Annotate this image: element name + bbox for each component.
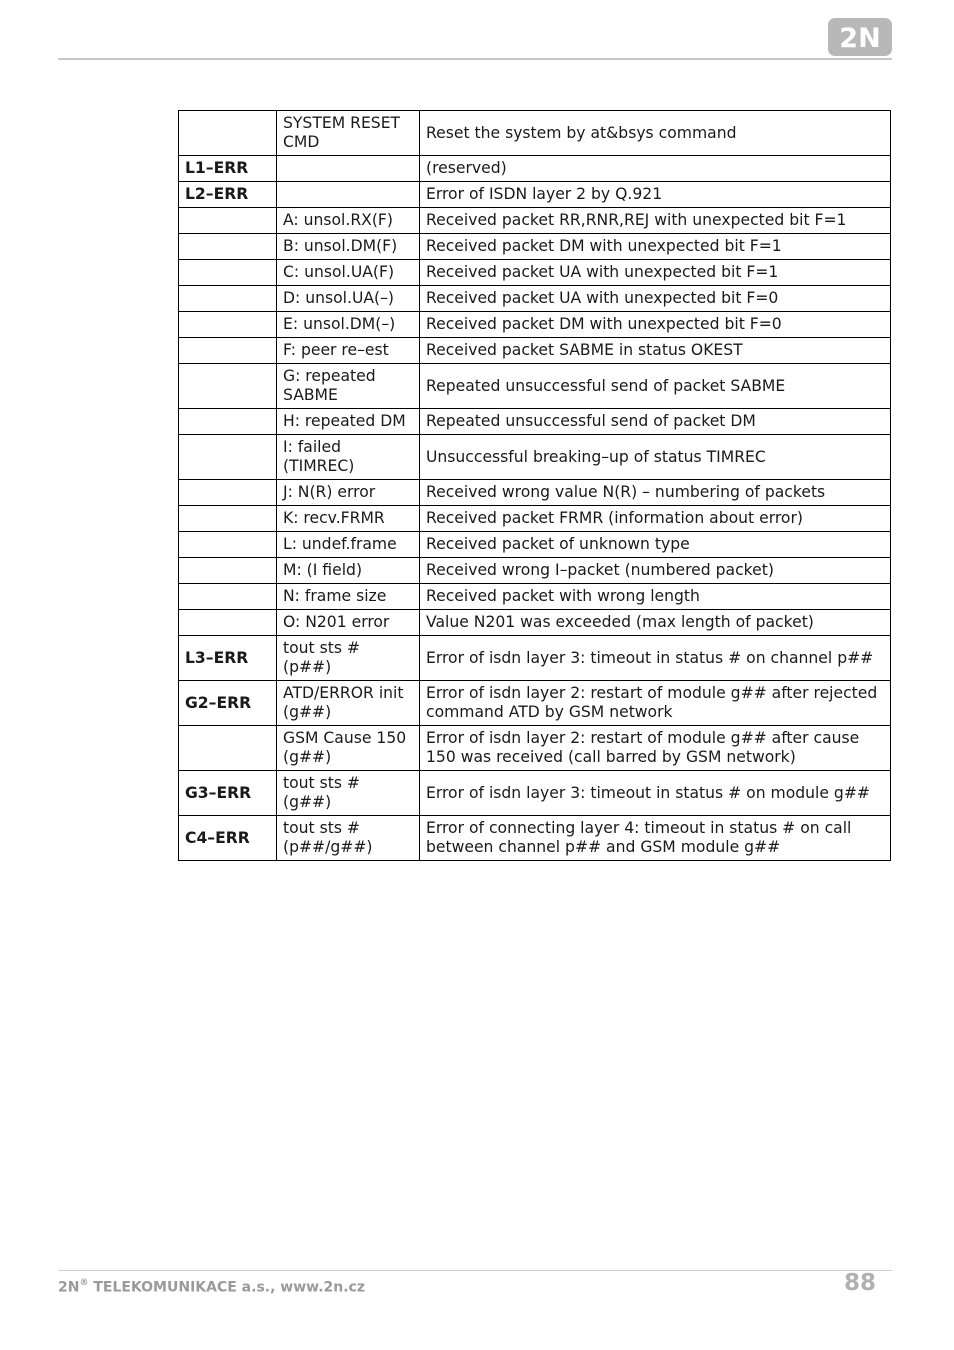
description-cell: Error of isdn layer 2: restart of module g## after rejected command ATD by GSM network — [420, 681, 891, 726]
description-cell: Received wrong value N(R) – numbering of packets — [420, 480, 891, 506]
description-cell: Received packet DM with unexpected bit F=0 — [420, 312, 891, 338]
error-code-cell — [179, 409, 277, 435]
error-table-body — [179, 111, 891, 861]
error-code-cell — [179, 364, 277, 409]
footer-brand: 2N — [58, 1279, 80, 1296]
parameter-cell: H: repeated DM — [277, 409, 420, 435]
parameter-cell: I: failed (TIMREC) — [277, 435, 420, 480]
header-rule — [58, 58, 892, 60]
table-row — [179, 816, 891, 861]
error-code-cell — [179, 584, 277, 610]
description-cell: Received wrong I–packet (numbered packet) — [420, 558, 891, 584]
table-row — [179, 312, 891, 338]
error-code-cell — [179, 286, 277, 312]
table-row — [179, 409, 891, 435]
table-row — [179, 208, 891, 234]
error-code-cell — [179, 506, 277, 532]
table-row — [179, 532, 891, 558]
description-cell: Error of isdn layer 3: timeout in status # on module g## — [420, 771, 891, 816]
description-cell: Repeated unsuccessful send of packet DM — [420, 409, 891, 435]
parameter-cell: ATD/ERROR init (g##) — [277, 681, 420, 726]
description-cell: Error of isdn layer 3: timeout in status # on channel p## — [420, 636, 891, 681]
parameter-cell: B: unsol.DM(F) — [277, 234, 420, 260]
description-cell: Received packet SABME in status OKEST — [420, 338, 891, 364]
table-row — [179, 771, 891, 816]
error-code-cell: G3–ERR — [179, 771, 277, 816]
error-code-table — [178, 110, 891, 861]
parameter-cell: G: repeated SABME — [277, 364, 420, 409]
parameter-cell: SYSTEM RESET CMD — [277, 111, 420, 156]
table-row — [179, 506, 891, 532]
footer-rule — [58, 1270, 892, 1271]
parameter-cell: K: recv.FRMR — [277, 506, 420, 532]
parameter-cell — [277, 182, 420, 208]
table-row — [179, 182, 891, 208]
description-cell: Received packet FRMR (information about error) — [420, 506, 891, 532]
description-cell: Received packet RR,RNR,REJ with unexpected bit F=1 — [420, 208, 891, 234]
table-row — [179, 681, 891, 726]
parameter-cell — [277, 156, 420, 182]
error-code-cell — [179, 111, 277, 156]
description-cell: Error of ISDN layer 2 by Q.921 — [420, 182, 891, 208]
table-row — [179, 558, 891, 584]
error-code-cell: G2–ERR — [179, 681, 277, 726]
table-row — [179, 435, 891, 480]
error-code-cell: L1–ERR — [179, 156, 277, 182]
parameter-cell: C: unsol.UA(F) — [277, 260, 420, 286]
parameter-cell: E: unsol.DM(–) — [277, 312, 420, 338]
error-code-cell: L3–ERR — [179, 636, 277, 681]
brand-logo-icon — [828, 18, 892, 56]
table-row — [179, 610, 891, 636]
table-row — [179, 234, 891, 260]
description-cell: Received packet of unknown type — [420, 532, 891, 558]
registered-mark: ® — [79, 1278, 89, 1288]
table-row — [179, 338, 891, 364]
parameter-cell: O: N201 error — [277, 610, 420, 636]
table-row — [179, 726, 891, 771]
parameter-cell: F: peer re–est — [277, 338, 420, 364]
brand-logo — [828, 18, 892, 56]
description-cell: Value N201 was exceeded (max length of packet) — [420, 610, 891, 636]
error-code-cell — [179, 532, 277, 558]
parameter-cell: A: unsol.RX(F) — [277, 208, 420, 234]
footer-company — [58, 1279, 365, 1296]
parameter-cell: tout sts # (g##) — [277, 771, 420, 816]
error-code-cell — [179, 234, 277, 260]
parameter-cell: GSM Cause 150 (g##) — [277, 726, 420, 771]
error-code-cell: L2–ERR — [179, 182, 277, 208]
table-row — [179, 364, 891, 409]
description-cell: Repeated unsuccessful send of packet SABME — [420, 364, 891, 409]
error-code-cell — [179, 208, 277, 234]
error-code-cell: C4–ERR — [179, 816, 277, 861]
description-cell: Unsuccessful breaking–up of status TIMREC — [420, 435, 891, 480]
description-cell: Error of connecting layer 4: timeout in status # on call between channel p## and GSM module g## — [420, 816, 891, 861]
description-cell: Reset the system by at&bsys command — [420, 111, 891, 156]
table-row — [179, 480, 891, 506]
description-cell: (reserved) — [420, 156, 891, 182]
table-row — [179, 636, 891, 681]
error-code-cell — [179, 726, 277, 771]
parameter-cell: L: undef.frame — [277, 532, 420, 558]
table-row — [179, 260, 891, 286]
error-code-cell — [179, 312, 277, 338]
description-cell: Received packet DM with unexpected bit F=1 — [420, 234, 891, 260]
logo-text: 2N — [839, 23, 881, 54]
parameter-cell: tout sts # (p##/g##) — [277, 816, 420, 861]
description-cell: Received packet UA with unexpected bit F=1 — [420, 260, 891, 286]
table-row — [179, 286, 891, 312]
error-code-cell — [179, 260, 277, 286]
table-row — [179, 111, 891, 156]
error-code-cell — [179, 480, 277, 506]
parameter-cell: J: N(R) error — [277, 480, 420, 506]
description-cell: Received packet with wrong length — [420, 584, 891, 610]
table-row — [179, 156, 891, 182]
parameter-cell: D: unsol.UA(–) — [277, 286, 420, 312]
footer-company-text: TELEKOMUNIKACE a.s., www.2n.cz — [88, 1279, 365, 1296]
error-code-cell — [179, 558, 277, 584]
parameter-cell: M: (I field) — [277, 558, 420, 584]
page-number: 88 — [843, 1270, 876, 1296]
parameter-cell: tout sts # (p##) — [277, 636, 420, 681]
description-cell: Received packet UA with unexpected bit F=0 — [420, 286, 891, 312]
error-code-cell — [179, 338, 277, 364]
table-row — [179, 584, 891, 610]
parameter-cell: N: frame size — [277, 584, 420, 610]
error-code-cell — [179, 610, 277, 636]
description-cell: Error of isdn layer 2: restart of module g## after cause 150 was received (call barred by GSM network) — [420, 726, 891, 771]
error-code-cell — [179, 435, 277, 480]
